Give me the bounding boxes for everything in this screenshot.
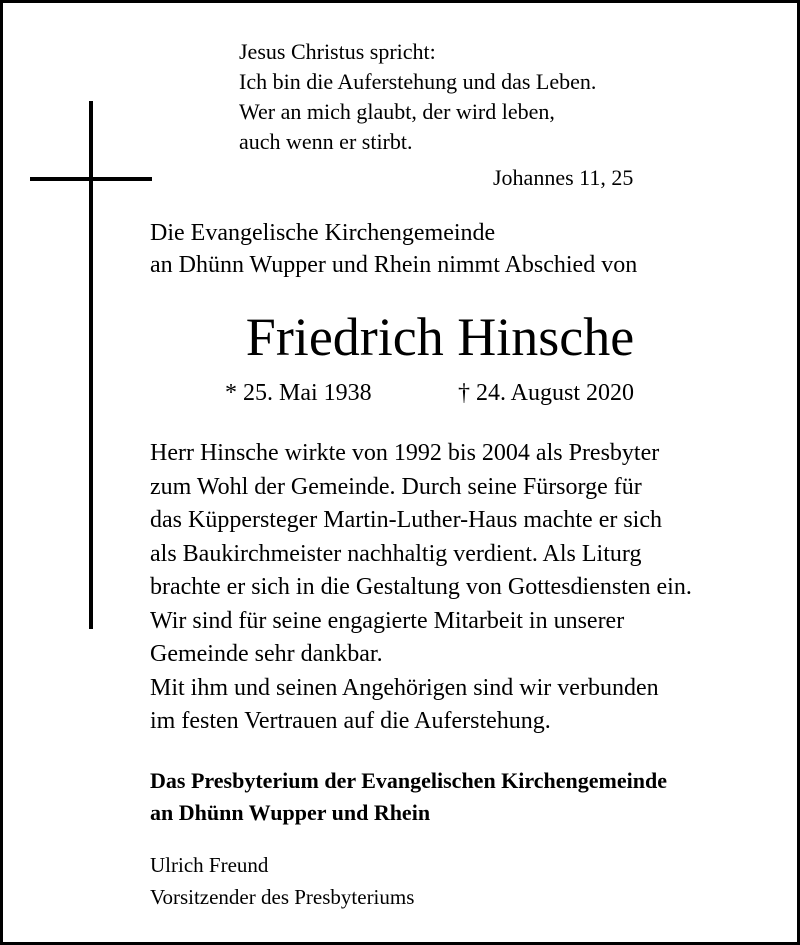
tribute-line: Gemeinde sehr dankbar.: [150, 641, 383, 667]
verse-line: Ich bin die Auferstehung und das Leben.: [239, 69, 597, 94]
verse-line: Wer an mich glaubt, der wird leben,: [239, 99, 555, 124]
tribute-line: als Baukirchmeister nachhaltig verdient. Als Liturg: [150, 540, 642, 567]
signer-name: Ulrich Freund: [150, 853, 269, 877]
tribute-line: Herr Hinsche wirkte von 1992 bis 2004 als Presbyter: [150, 440, 660, 466]
intro-line: Die Evangelische Kirchengemeinde: [150, 220, 496, 246]
bible-verse: [239, 37, 596, 157]
tribute-line: zum Wohl der Gemeinde. Durch seine Fürsorge für: [150, 473, 642, 500]
tribute-line: Wir sind für seine engagierte Mitarbeit in unserer: [150, 607, 625, 634]
birth-date: * 25. Mai 1938: [225, 380, 372, 406]
intro-text: [150, 217, 637, 281]
signature-line: Das Presbyterium der Evangelischen Kirchengemeinde: [150, 768, 667, 793]
verse-line: Jesus Christus spricht:: [239, 39, 436, 64]
cross-icon-bar: [30, 177, 152, 181]
tribute-text: [150, 437, 692, 739]
signature-line: an Dhünn Wupper und Rhein: [150, 800, 431, 825]
signature-block: [150, 765, 667, 829]
death-date: † 24. August 2020: [458, 380, 635, 406]
signer-role: Vorsitzender des Presbyteriums: [150, 885, 415, 909]
tribute-line: im festen Vertrauen auf die Auferstehung.: [150, 708, 551, 734]
tribute-line: brachte er sich in die Gestaltung von Gottesdiensten ein.: [150, 574, 692, 600]
deceased-name: Friedrich Hinsche: [245, 307, 635, 367]
signer-block: [150, 849, 414, 913]
tribute-line: das Küppersteger Martin-Luther-Haus machte er sich: [150, 507, 662, 533]
tribute-line: Mit ihm und seinen Angehörigen sind wir verbunden: [150, 674, 659, 701]
verse-reference: Johannes 11, 25: [493, 165, 634, 190]
intro-line: an Dhünn Wupper und Rhein nimmt Abschied von: [150, 252, 638, 278]
verse-line: auch wenn er stirbt.: [239, 129, 413, 154]
